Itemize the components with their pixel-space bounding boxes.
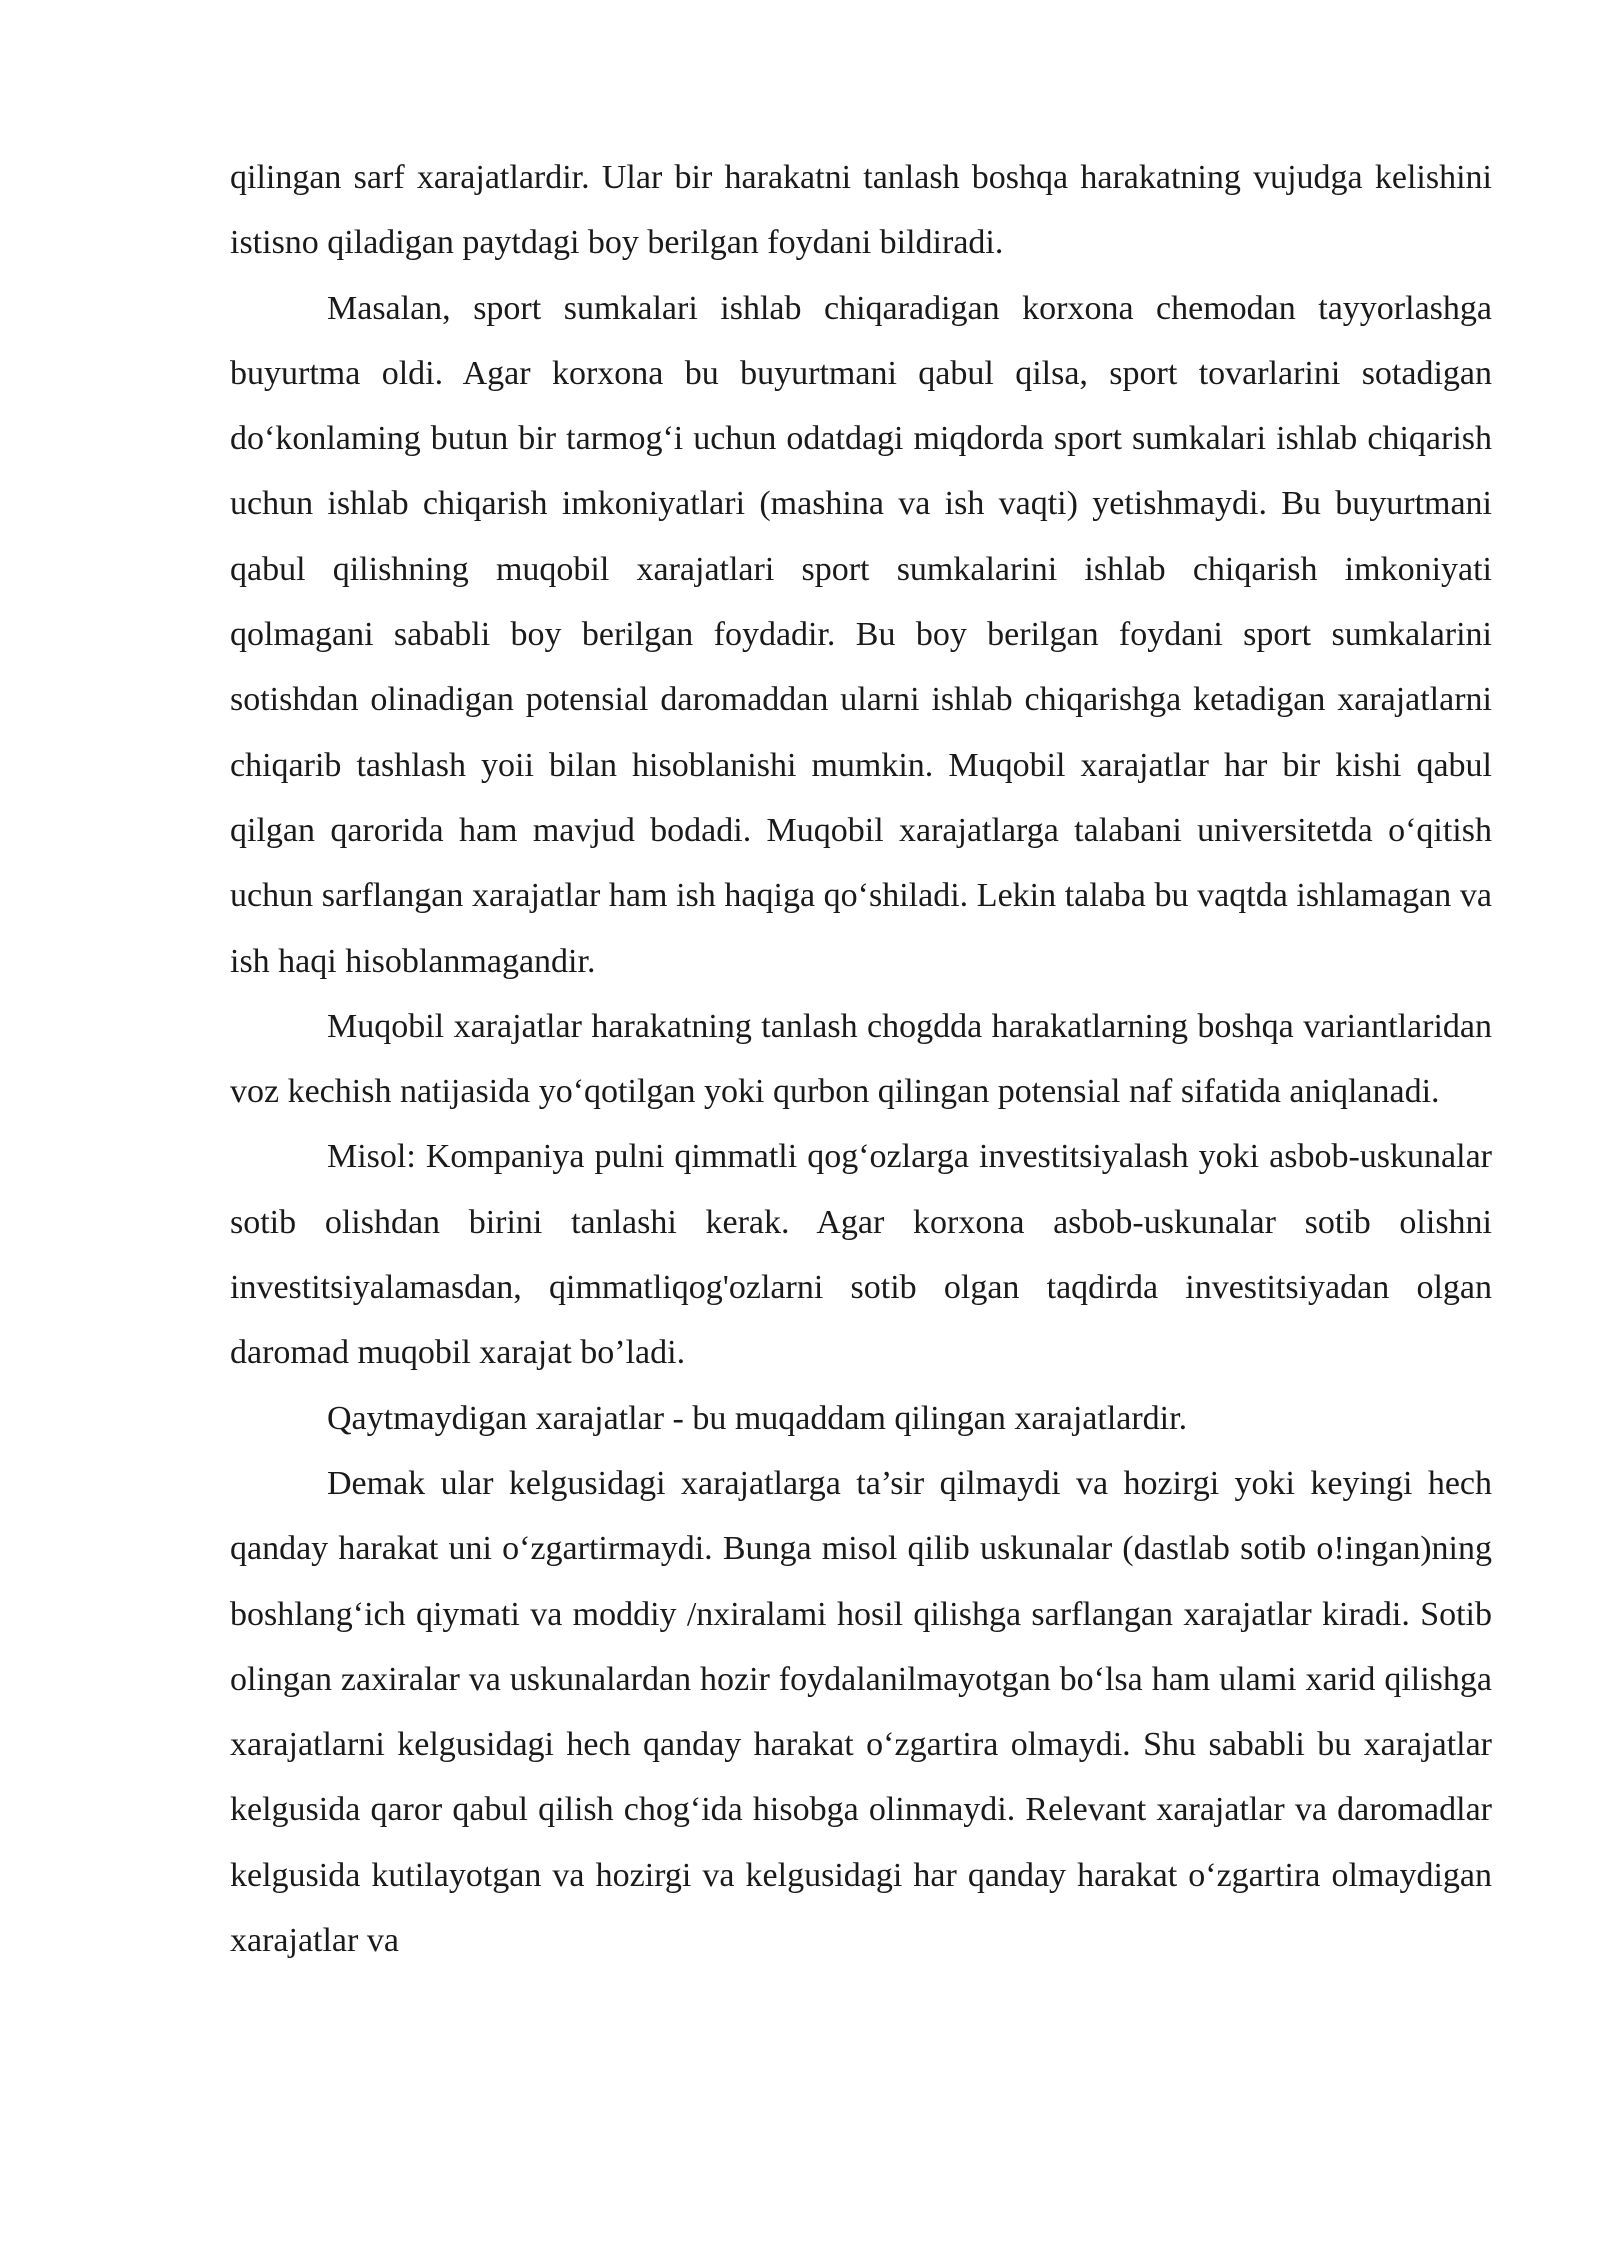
paragraph-5: Qaytmaydigan xarajatlar - bu muqaddam qilingan xarajatlardir. (327, 1399, 1188, 1437)
paragraph-1: qilingan sarf xarajatlardir. Ular bir harakatni tanlash boshqa harakatning vujudga kelishini istisno qiladigan paytdagi boy berilgan foydani bildiradi. (230, 159, 1492, 262)
document-body (230, 145, 1492, 1973)
paragraph-3: Muqobil xarajatlar harakatning tanlash chogdda harakatlarning boshqa variantlaridan voz kechish natijasida yo‘qotilgan yoki qurbon qilingan potensial naf sifatida aniqlanadi. (230, 1007, 1492, 1111)
paragraph-2: Masalan, sport sumkalari ishlab chiqaradigan korxona chemodan tayyorlashga buyurtma oldi. Agar korxona bu buyurtmani qabul qilsa, sport tovarlarini sotadigan do‘konlaming butun bir tarmog‘i uchun odatdagi miqdorda sport sumkalari ishlab chiqarish uchun ishlab chiqarish imkoniyatlari (mashina va ish vaqti) yetishmaydi. Bu buyurtmani qabul qilishning muqobil xarajatlari sport sumkalarini ishlab chiqarish imkoniyati qolmagani sababli boy berilgan foydadir. Bu boy berilgan foydani sport sumkalarini sotishdan olinadigan potensial daromaddan ularni ishlab chiqarishga ketadigan xarajatlarni chiqarib tashlash yoii bilan hisoblanishi mumkin. Muqobil xarajatlar har bir kishi qabul qilgan qarorida ham mavjud bodadi. Muqobil xarajatlarga talabani universitetda o‘qitish uchun sarflangan xarajatlar ham ish haqiga qo‘shiladi. Lekin talaba bu vaqtda ishlamagan va ish haqi hisoblanmagandir. (230, 289, 1492, 980)
paragraph-6: Demak ular kelgusidagi xarajatlarga ta’sir qilmaydi va hozirgi yoki keyingi hech qanday harakat uni o‘zgartirmaydi. Bunga misol qilib uskunalar (dastlab sotib o!ingan)ning boshlang‘ich qiymati va moddiy /nxiralami hosil qilishga sarflangan xarajatlar kiradi. Sotib olingan zaxiralar va uskunalardan hozir foydalanilmayotgan bo‘lsa ham ulami xarid qilishga xarajatlarni kelgusidagi hech qanday harakat o‘zgartira olmaydi. Shu sababli bu xarajatlar kelgusida qaror qabul qilish chog‘ida hisobga olinmaydi. Relevant xarajatlar va daromadlar kelgusida kutilayotgan va hozirgi va kelgusidagi har qanday harakat o‘zgartira olmaydigan xarajatlar va (230, 1464, 1492, 1960)
paragraph-4: Misol: Kompaniya pulni qimmatli qog‘ozlarga investitsiyalash yoki asbob-uskunalar sotib olishdan birini tanlashi kerak. Agar korxona asbob-uskunalar sotib olishni investitsiyalamasdan, qimmatliqog'ozlarni sotib olgan taqdirda investitsiyadan olgan daromad muqobil xarajat bo’ladi. (230, 1138, 1492, 1372)
